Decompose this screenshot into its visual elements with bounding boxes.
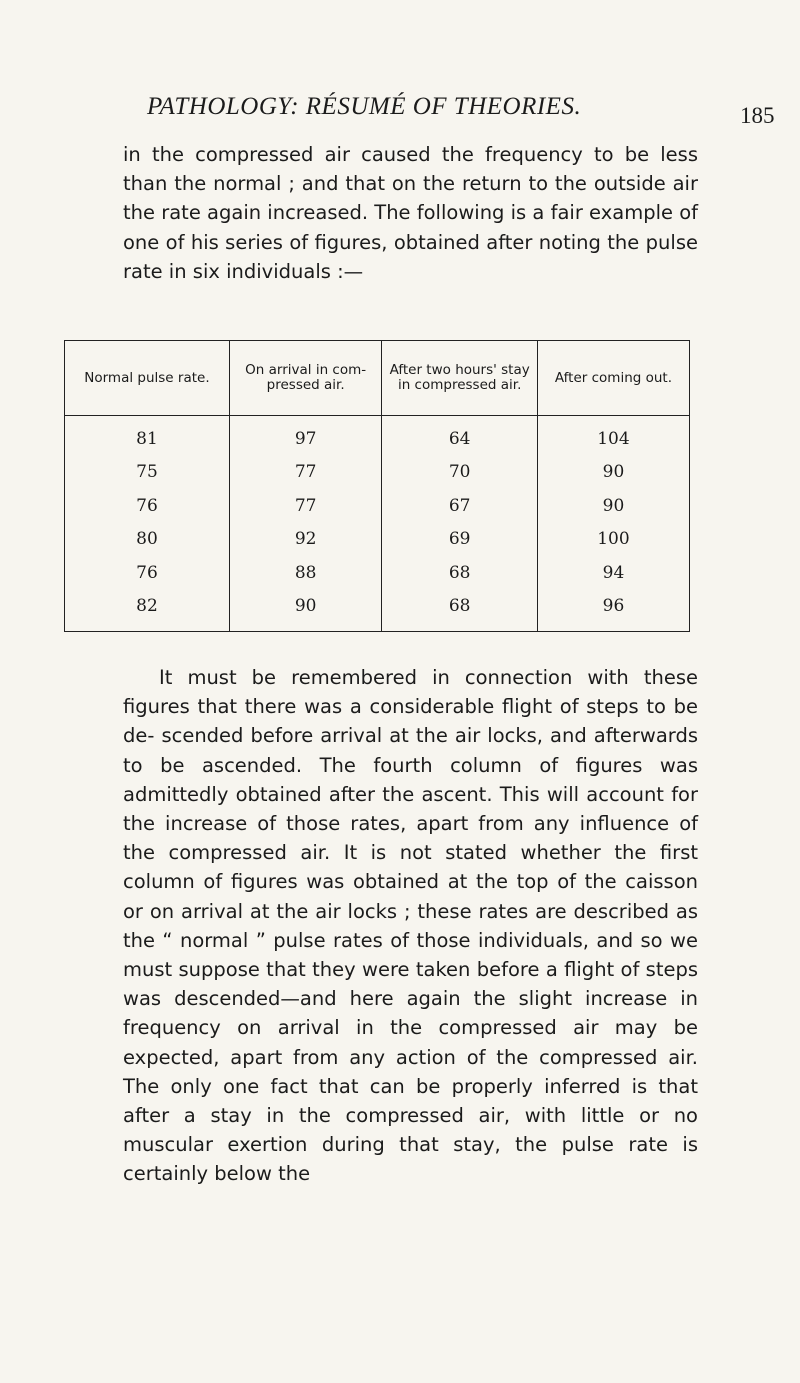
table-cell: 69 [382,523,538,557]
paragraph-discussion: It must be remembered in connection with these figures that there was a considerable flight of steps to be de- scended before arrival at the air locks, and afterwards to be ascended. The fourth column of figures was admittedly obtained after the ascent. This will account for the increase of those rates, apart from any influence of the compressed air. It is not stated whether the first column of figures was obtained at the top of the caisson or on arrival at the air locks ; these rates are described as the “ normal ” pulse rates of those individuals, and so we must suppose that they were taken before a flight of steps was descended—and here again the slight increase in frequency on arrival in the compressed air may be expected, apart from any action of the compressed air. The only one fact that can be properly inferred is that after a stay in the compressed air, with little or no muscular exertion during that stay, the pulse rate is certainly below the [123,666,698,1186]
paragraph-intro: in the compressed air caused the frequency to be less than the normal ; and that on the return to the outside air the rate again increased. The following is a fair example of one of his series of figures, obtained after noting the pulse rate in six individuals :— [123,143,698,283]
table-cell: 70 [382,456,538,490]
table-cell: 64 [382,416,538,456]
table-row [65,556,690,590]
pulse-rate-table [64,340,690,632]
table-cell: 96 [602,596,625,617]
table-cell: 97 [229,416,382,456]
table-cell: 81 [65,416,230,456]
table-cell: 82 [65,590,230,632]
page-number: 185 [740,103,775,128]
column-header-arrival: On arrival in com- pressed air. [229,341,382,416]
table-cell: 75 [65,456,230,490]
table-header-row [65,341,690,416]
table-row [65,523,690,557]
table-cell: 104 [597,428,630,449]
table-cell: 88 [229,556,382,590]
table-cell: 76 [65,556,230,590]
table-row [65,590,690,632]
table-row [65,489,690,523]
table-row [65,416,690,456]
table-cell: 68 [382,556,538,590]
table-cell: 76 [65,489,230,523]
table-cell: 100 [597,529,630,550]
table-cell: 90 [229,590,382,632]
table-cell: 67 [382,489,538,523]
table-cell: 77 [229,489,382,523]
column-header-two-hours: After two hours' stay in compressed air. [382,341,538,416]
table-cell: 92 [229,523,382,557]
table-row [65,456,690,490]
running-head: PATHOLOGY: RÉSUMÉ OF THEORIES. [147,93,582,120]
table-cell: 77 [229,456,382,490]
table-cell: 90 [602,495,625,516]
column-header-normal: Normal pulse rate. [65,341,230,416]
table-cell: 94 [602,562,625,583]
column-header-coming-out: After coming out. [537,341,689,416]
table-cell: 90 [602,462,625,483]
table-cell: 68 [382,590,538,632]
table-cell: 80 [65,523,230,557]
